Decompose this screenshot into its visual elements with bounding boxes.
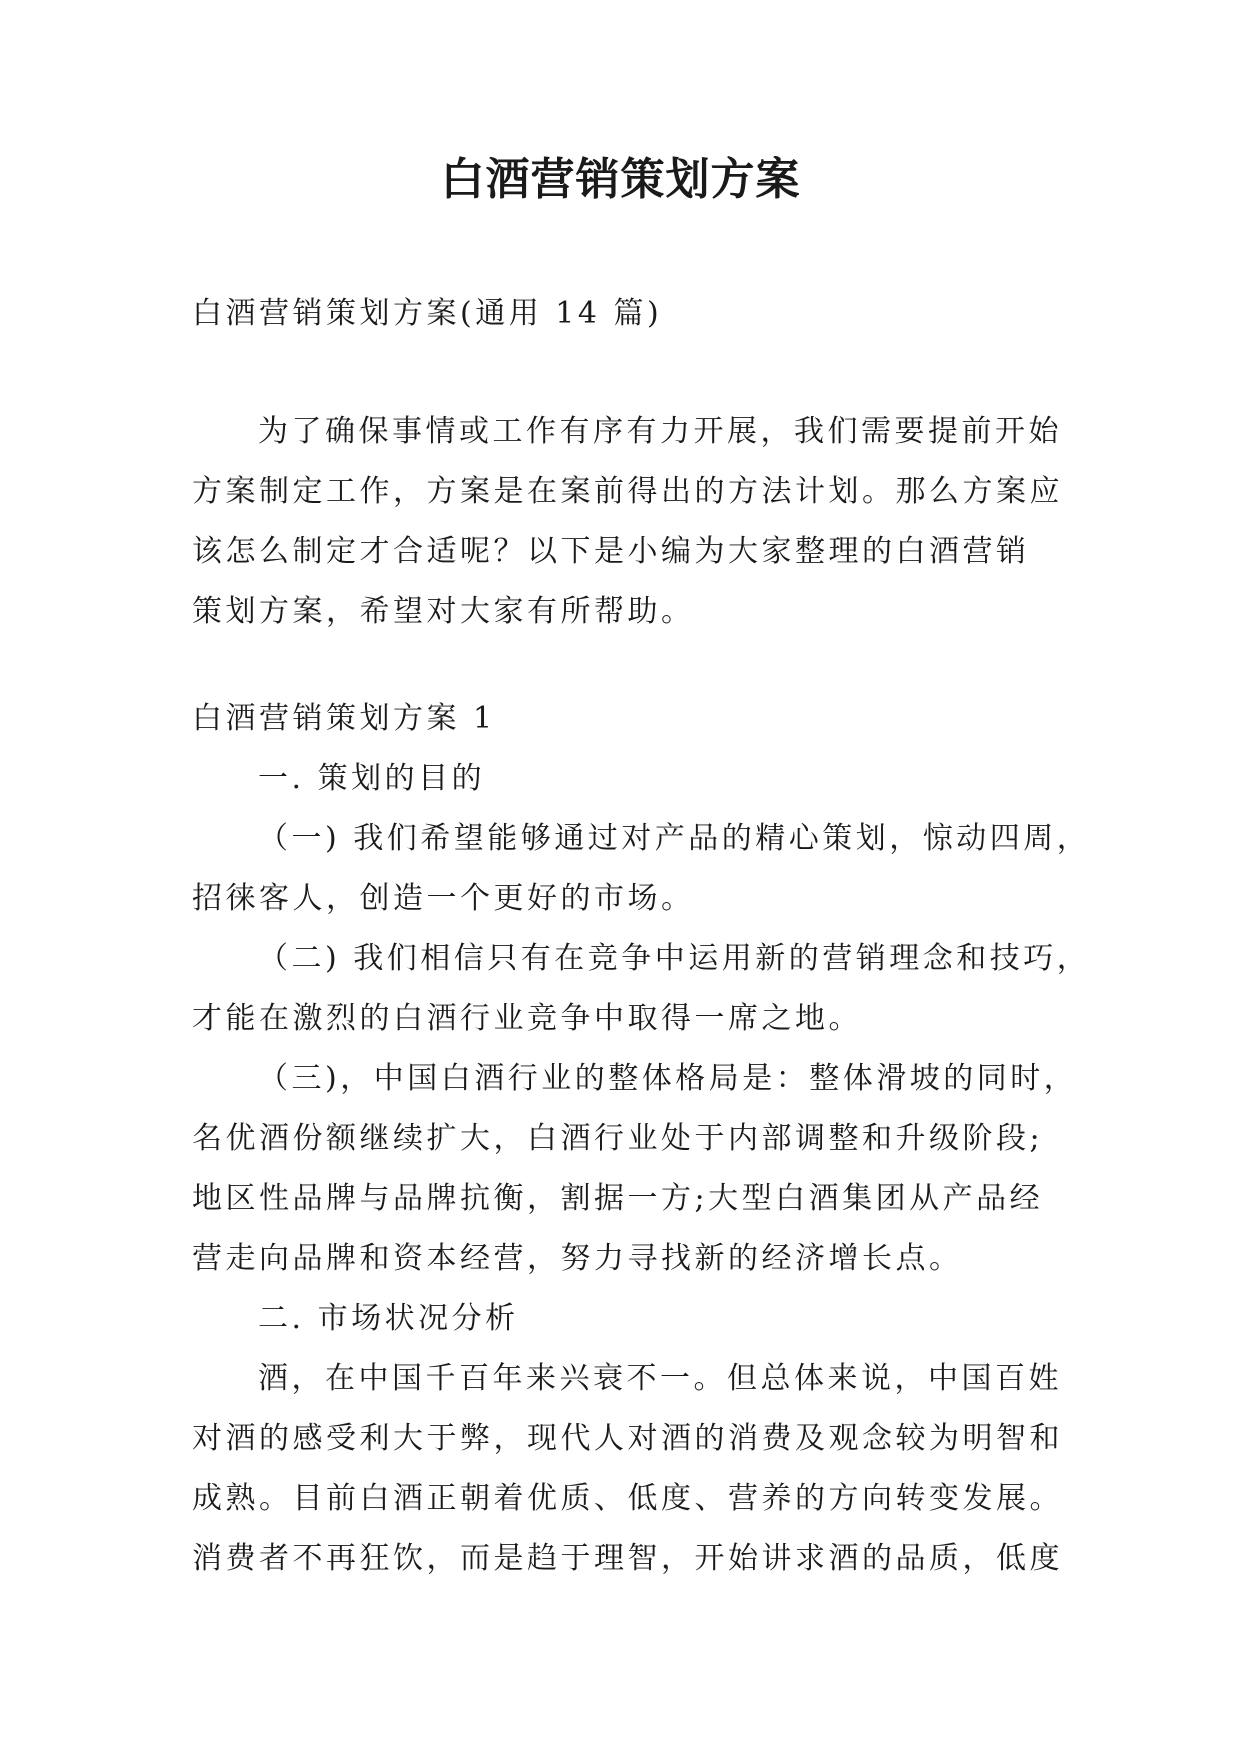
intro-line: 该怎么制定才合适呢？以下是小编为大家整理的白酒营销: [192, 534, 1030, 569]
body-line: 酒，在中国千百年来兴衰不一。但总体来说，中国百姓: [258, 1361, 1062, 1396]
body-line: （一) 我们希望能够通过对产品的精心策划，惊动四周，: [258, 821, 1091, 856]
body-line: 对酒的感受利大于弊，现代人对酒的消费及观念较为明智和: [192, 1421, 1063, 1456]
intro-line: 策划方案，希望对大家有所帮助。: [192, 594, 695, 629]
body-line: 地区性品牌与品牌抗衡，割据一方;大型白酒集团从产品经: [192, 1181, 1044, 1216]
body-line: 营走向品牌和资本经营，努力寻找新的经济增长点。: [192, 1241, 963, 1276]
intro-paragraph: [192, 402, 1062, 642]
body-line: 消费者不再狂饮，而是趋于理智，开始讲求酒的品质，低度: [192, 1541, 1063, 1576]
subsection-heading: 一. 策划的目的: [258, 761, 486, 796]
intro-line: 为了确保事情或工作有序有力开展，我们需要提前开始: [258, 414, 1062, 449]
document-title: 白酒营销策划方案: [440, 154, 801, 205]
body-line: （二) 我们相信只有在竞争中运用新的营销理念和技巧，: [258, 941, 1091, 976]
body-line: 成熟。目前白酒正朝着优质、低度、营养的方向转变发展。: [192, 1481, 1063, 1516]
body-line: 名优酒份额继续扩大，白酒行业处于内部调整和升级阶段;: [192, 1121, 1044, 1156]
document-subtitle: 白酒营销策划方案(通用 14 篇): [192, 296, 663, 331]
intro-line: 方案制定工作，方案是在案前得出的方法计划。那么方案应: [192, 474, 1063, 509]
body-line: 招徕客人，创造一个更好的市场。: [192, 881, 695, 916]
section-1: [192, 689, 1091, 1589]
body-line: 才能在激烈的白酒行业竞争中取得一席之地。: [192, 1001, 862, 1036]
subsection-heading: 二. 市场状况分析: [258, 1301, 519, 1336]
body-line: （三)，中国白酒行业的整体格局是：整体滑坡的同时，: [258, 1061, 1078, 1096]
section-heading: 白酒营销策划方案 1: [192, 701, 496, 736]
